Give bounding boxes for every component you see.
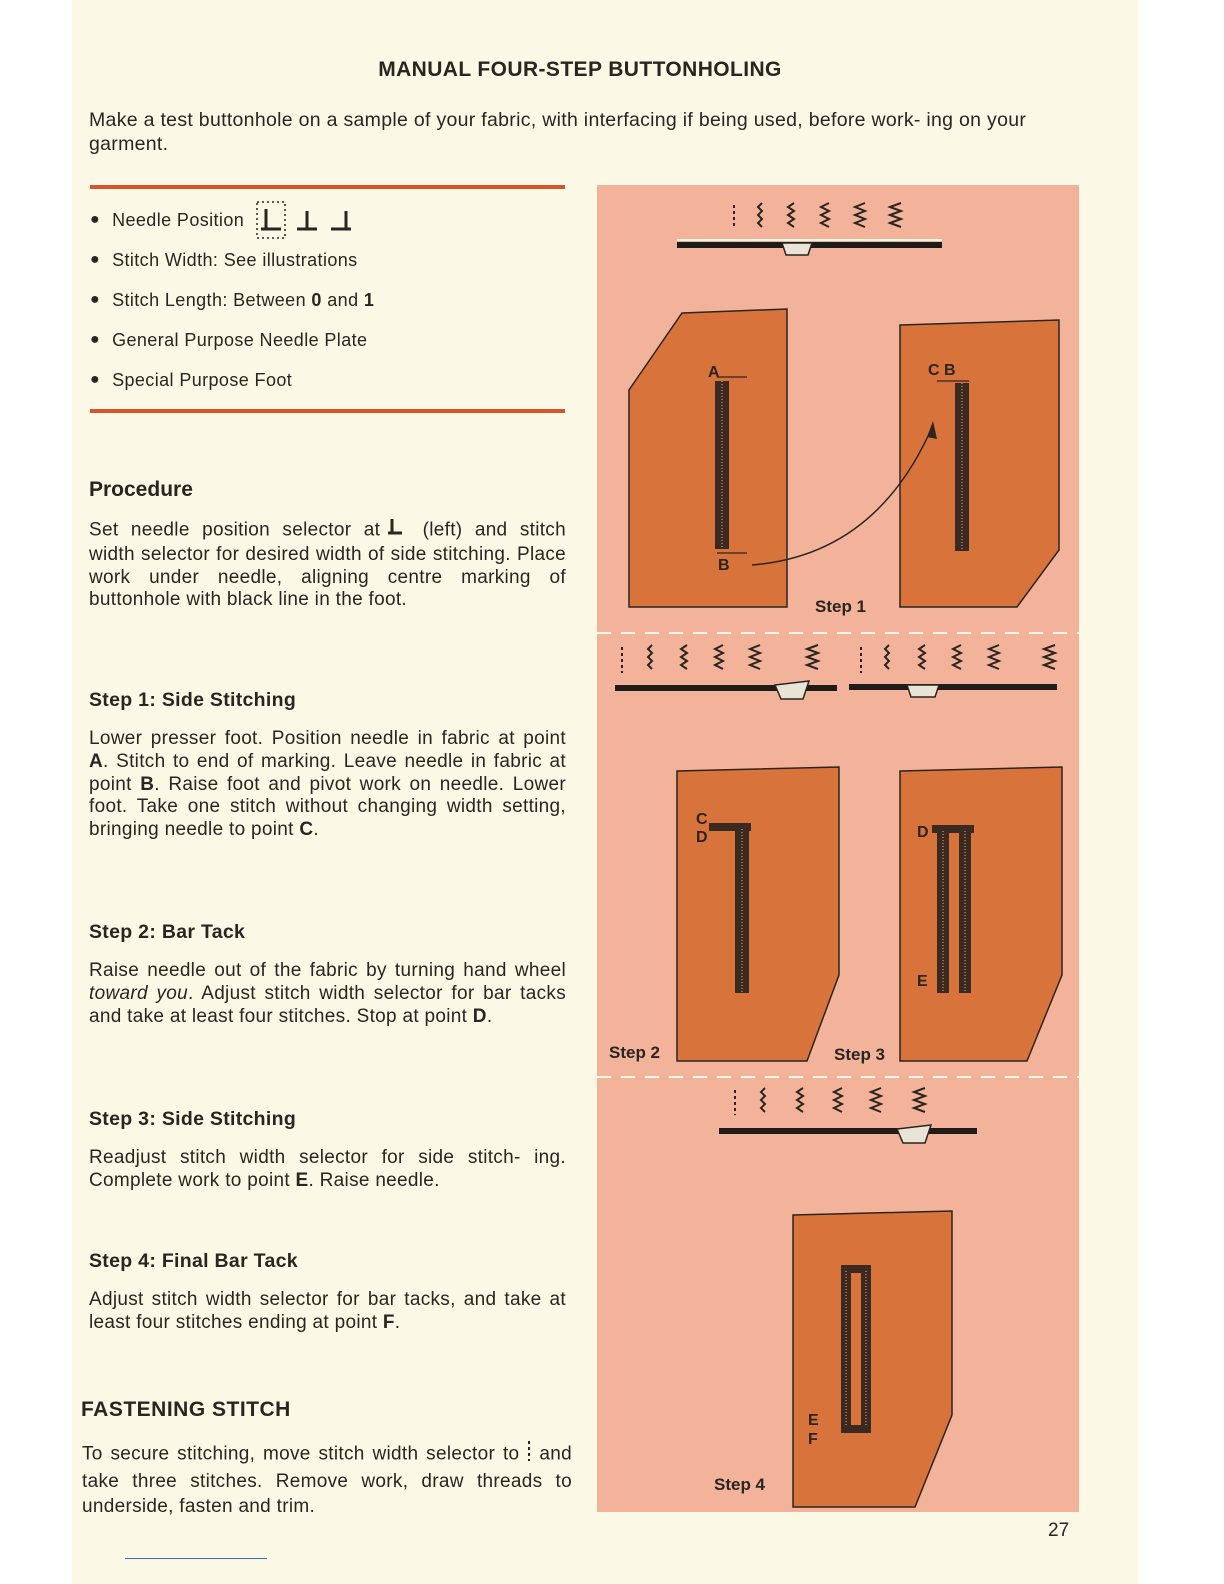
step2-emphasis: toward you <box>89 982 189 1004</box>
page-number: 27 <box>1048 1520 1070 1541</box>
bullet-icon: ● <box>90 211 101 228</box>
setting-needle-position <box>90 200 570 240</box>
needle-left-icon <box>256 201 286 239</box>
point-e-label: E <box>808 1412 819 1429</box>
step4-text-part: Adjust stitch width selector for bar tacks, and take at least four stitches ending at point <box>89 1289 566 1333</box>
setting-label: Stitch Width: See illustrations <box>112 249 358 270</box>
needle-left-icon <box>386 517 404 544</box>
step1-text-part: Lower presser foot. Position needle in fabric at point <box>89 728 566 749</box>
fabric-piece-right <box>900 320 1059 607</box>
stitch-width-scale-icon <box>735 1088 925 1115</box>
step1-figure-label: Step 1 <box>815 597 867 616</box>
stitch-width-lever-icon <box>615 681 837 699</box>
step1-text <box>89 728 566 842</box>
stitch-width-lever-icon <box>849 685 1057 697</box>
point-c-ref: C <box>299 819 314 841</box>
stitch-width-lever-icon <box>719 1125 977 1143</box>
setting-foot <box>90 360 570 400</box>
fabric-piece-step4 <box>793 1211 952 1507</box>
point-f-label: F <box>808 1431 818 1448</box>
stitch-length-max: 1 <box>363 289 375 310</box>
step3-text <box>89 1147 566 1193</box>
point-c-label: C <box>696 811 708 828</box>
stitch-width-scale-icon <box>861 645 1055 673</box>
step2-text <box>89 960 566 1028</box>
intro-text: Make a test buttonhole on a sample of your fabric, with interfacing if being used, before work- ing on your garment. <box>89 109 1027 155</box>
procedure-text <box>89 517 566 612</box>
settings-bottom-rule <box>90 409 565 413</box>
bullet-icon: ● <box>90 371 101 388</box>
step4-text-part: . <box>394 1311 401 1333</box>
procedure-heading: Procedure <box>89 478 193 501</box>
fastening-text-part: To secure stitching, move stitch width selector to <box>82 1443 520 1465</box>
step1-text-part: . <box>313 819 319 841</box>
footer-link-underline <box>125 1558 267 1559</box>
step4-figure-label: Step 4 <box>714 1475 766 1494</box>
point-d-label: D <box>917 824 929 841</box>
setting-label: Stitch Length: Between <box>112 289 307 310</box>
settings-top-rule <box>90 185 565 189</box>
buttonhole-illustration <box>597 185 1079 1512</box>
point-b-label: B <box>718 557 730 574</box>
fastening-text-part: and take three stitches. Remove work, draw threads to underside, fasten and trim. <box>82 1443 572 1517</box>
step3-heading: Step 3: Side Stitching <box>89 1108 297 1130</box>
fastening-text <box>82 1440 572 1519</box>
point-a-label: A <box>708 364 720 381</box>
needle-right-icon <box>328 205 354 235</box>
procedure-text-b: (left) and stitch width selector for desired width of side stitching. Place work under needle, aligning centre marking of buttonhole with black line in the foot. <box>89 519 566 611</box>
step1-text-part: . Raise foot and pivot work on needle. Lower foot. Take one stitch without changing width setting, bringing needle to point <box>89 773 566 841</box>
machine-settings-list <box>90 200 570 400</box>
setting-label: Special Purpose Foot <box>112 369 293 390</box>
step2-text-part: . Adjust stitch width selector for bar tacks and take at least four stitches. Stop at point <box>89 982 566 1027</box>
bullet-icon: ● <box>90 291 101 308</box>
needle-centre-icon <box>294 205 320 235</box>
step2-text-part: Raise needle out of the fabric by turning hand wheel <box>89 960 566 981</box>
step4-heading: Step 4: Final Bar Tack <box>89 1250 298 1272</box>
setting-stitch-width <box>90 240 570 280</box>
fastening-heading: FASTENING STITCH <box>81 1398 291 1421</box>
step4-text <box>89 1289 566 1335</box>
step3-text-part: . Raise needle. <box>308 1169 440 1191</box>
fabric-piece-left <box>629 309 787 607</box>
procedure-text-a: Set needle position selector at <box>89 519 381 541</box>
stitch-length-min: 0 <box>311 289 322 310</box>
straight-stitch-icon <box>525 1440 533 1469</box>
step1-text-part: . Stitch to end of marking. Leave needle in fabric at point <box>89 750 566 795</box>
point-e-ref: E <box>295 1169 309 1191</box>
point-cb-label: C B <box>928 362 956 379</box>
setting-connector: and <box>327 289 359 310</box>
stitch-width-scale-icon <box>734 203 901 229</box>
setting-label: Needle Position <box>112 209 245 230</box>
point-d-ref: D <box>472 1005 487 1027</box>
point-d-label: D <box>696 829 708 846</box>
setting-stitch-length <box>90 280 570 320</box>
stitch-width-lever-icon <box>677 240 942 255</box>
point-a-ref: A <box>89 750 104 772</box>
page-title: MANUAL FOUR-STEP BUTTONHOLING <box>378 58 782 81</box>
bullet-icon: ● <box>90 251 101 268</box>
bullet-icon: ● <box>90 331 101 348</box>
setting-needle-plate <box>90 320 570 360</box>
step3-figure-label: Step 3 <box>834 1045 886 1064</box>
setting-label: General Purpose Needle Plate <box>112 329 368 350</box>
fabric-piece-step3 <box>900 767 1062 1061</box>
point-b-ref: B <box>140 773 155 795</box>
point-f-ref: F <box>382 1311 395 1333</box>
step3-text-part: Readjust stitch width selector for side stitch- ing. Complete work to point <box>89 1147 566 1191</box>
stitch-width-scale-icon <box>622 645 818 673</box>
step1-heading: Step 1: Side Stitching <box>89 689 297 711</box>
needle-position-icons <box>256 201 362 239</box>
step2-heading: Step 2: Bar Tack <box>89 921 246 943</box>
point-e-label: E <box>917 973 928 990</box>
step2-text-part: . <box>486 1005 493 1027</box>
buttonhole-figure-svg <box>597 185 1079 1512</box>
step2-figure-label: Step 2 <box>609 1043 661 1062</box>
